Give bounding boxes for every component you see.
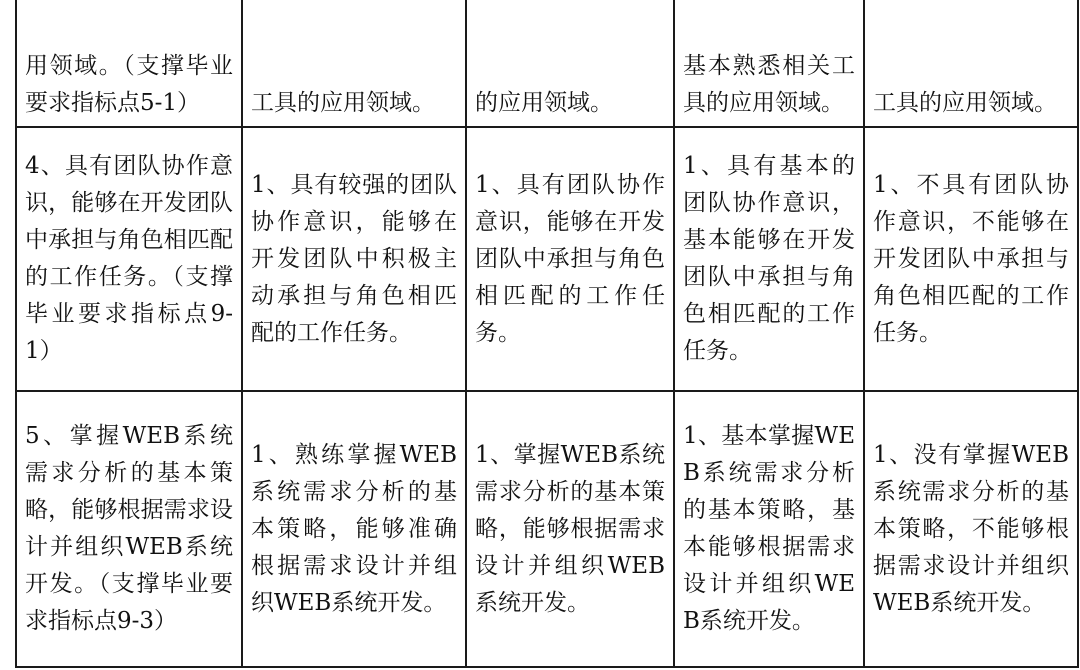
cell-text: 1、基本掌握WEB系统需求分析的基本策略，基本能够根据需求设计并组织WEB系统开发。	[683, 423, 855, 634]
cell-text: 1、掌握WEB系统需求分析的基本策略，能够根据需求设计并组织WEB系统开发。	[475, 441, 665, 616]
level-excellent-cell	[242, 391, 466, 667]
level-pass-cell	[674, 391, 864, 667]
cell-text: 基本熟悉相关工具的应用领域。	[683, 53, 855, 116]
cell-text: 1、没有掌握WEB系统需求分析的基本策略，不能够根据需求设计并组织WEB系统开发。	[873, 441, 1069, 616]
level-pass-cell	[674, 0, 864, 127]
level-good-cell	[466, 0, 674, 127]
level-fail-cell	[864, 127, 1078, 391]
cell-text: 的应用领域。	[475, 90, 613, 116]
cell-text: 1、熟练掌握WEB系统需求分析的基本策略，能够准确根据需求设计并组织WEB系统开发。	[251, 441, 457, 616]
objective-cell	[16, 127, 242, 391]
objective-cell	[16, 0, 242, 127]
level-good-cell	[466, 127, 674, 391]
table-row	[16, 0, 1078, 127]
cell-text: 用领域。（支撑毕业要求指标点5-1）	[25, 53, 233, 116]
cell-text: 1、不具有团队协作意识，不能够在开发团队中承担与角色相匹配的工作任务。	[873, 171, 1069, 346]
table-row	[16, 127, 1078, 391]
cell-text: 工具的应用领域。	[873, 90, 1057, 116]
table-row	[16, 391, 1078, 667]
level-pass-cell	[674, 127, 864, 391]
level-excellent-cell	[242, 0, 466, 127]
evaluation-criteria-table	[15, 0, 1079, 668]
cell-text: 4、具有团队协作意识，能够在开发团队中承担与角色相匹配的工作任务。（支撑毕业要求指标点9-1）	[25, 153, 233, 364]
cell-text: 5、掌握WEB系统需求分析的基本策略，能够根据需求设计并组织WEB系统开发。（支撑毕业要求指标点9-3）	[25, 423, 233, 634]
level-excellent-cell	[242, 127, 466, 391]
cell-text: 1、具有团队协作意识，能够在开发团队中承担与角色相匹配的工作任务。	[475, 171, 665, 346]
cell-text: 1、具有基本的团队协作意识，基本能够在开发团队中承担与角色相匹配的工作任务。	[683, 153, 855, 364]
level-good-cell	[466, 391, 674, 667]
objective-cell	[16, 391, 242, 667]
cell-text: 1、具有较强的团队协作意识，能够在开发团队中积极主动承担与角色相匹配的工作任务。	[251, 171, 457, 346]
level-fail-cell	[864, 391, 1078, 667]
cell-text: 工具的应用领域。	[251, 90, 435, 116]
level-fail-cell	[864, 0, 1078, 127]
